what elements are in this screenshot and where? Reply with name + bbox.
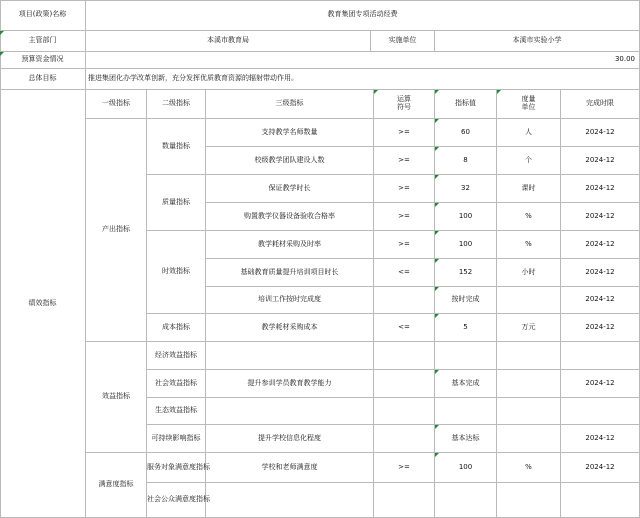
target-value-cell[interactable] — [435, 119, 497, 147]
deadline-cell-text: 2024-12 — [585, 378, 615, 387]
unit-cell[interactable] — [497, 370, 561, 398]
target-value-cell[interactable] — [435, 453, 497, 483]
indicator-name-text: 校级教学团队建设人数 — [254, 155, 325, 164]
comment-marker — [435, 231, 439, 235]
indicator-name-text: 培训工作按时完成度 — [258, 295, 321, 304]
subgroup-service-obj: 服务对象满意度指标 — [147, 453, 206, 483]
comment-marker — [435, 425, 439, 429]
operator-cell[interactable] — [374, 314, 435, 342]
indicator-name[interactable] — [206, 231, 374, 259]
budget-label-text: 预算资金情况 — [21, 55, 64, 64]
deadline-cell[interactable] — [561, 259, 640, 287]
deadline-cell[interactable] — [561, 147, 640, 175]
target-value-cell-text: 100 — [458, 239, 473, 248]
target-value-cell-text: 8 — [463, 155, 468, 164]
dept-label-text: 主管部门 — [28, 36, 57, 45]
operator-cell[interactable] — [374, 342, 435, 370]
indicator-name-text: 基础教育质量提升培训项目时长 — [240, 267, 339, 276]
dept-label — [0, 31, 86, 52]
indicator-name[interactable] — [206, 342, 374, 370]
indicator-name[interactable] — [206, 370, 374, 398]
indicator-name-text: 学校和老师满意度 — [261, 462, 318, 471]
comment-marker — [435, 119, 439, 123]
target-value-cell[interactable] — [435, 175, 497, 203]
unit-cell-text: 个 — [525, 155, 532, 164]
unit-cell-text: 人 — [525, 127, 532, 136]
indicator-name[interactable] — [206, 175, 374, 203]
comment-marker — [435, 259, 439, 263]
unit-cell-text: % — [525, 211, 532, 220]
comment-marker — [0, 31, 4, 35]
operator-cell[interactable] — [374, 175, 435, 203]
operator-cell-text: >= — [398, 183, 410, 192]
unit-cell-text: 小时 — [521, 267, 536, 276]
indicator-name[interactable] — [206, 203, 374, 231]
deadline-cell[interactable] — [561, 398, 640, 425]
target-value-cell[interactable] — [435, 287, 497, 314]
unit-cell-text: 课时 — [521, 183, 536, 192]
deadline-cell[interactable] — [561, 453, 640, 483]
target-value-cell-text: 32 — [461, 183, 470, 192]
comment-marker — [435, 90, 439, 94]
header-level1: 一级指标 — [86, 90, 147, 119]
comment-marker — [0, 52, 4, 56]
operator-cell-text: >= — [398, 462, 410, 471]
goal-value[interactable]: 推进集团化办学改革创新，充分发挥优质教育资源的辐射带动作用。 — [86, 69, 640, 90]
comment-marker — [435, 453, 439, 457]
deadline-cell-text: 2024-12 — [585, 211, 615, 220]
deadline-cell[interactable] — [561, 203, 640, 231]
comment-marker — [374, 90, 378, 94]
operator-cell[interactable] — [374, 259, 435, 287]
header-target — [435, 90, 497, 119]
subgroup-quantity: 数量指标 — [147, 119, 206, 175]
project-name-label: 项目(政策)名称 — [0, 0, 86, 31]
indicator-name-text: 教学耗材采购及时率 — [258, 239, 321, 248]
unit-cell-text: % — [525, 462, 532, 471]
deadline-cell-text: 2024-12 — [585, 433, 615, 442]
comment-marker — [435, 287, 439, 291]
unit-cell[interactable] — [497, 175, 561, 203]
unit-cell[interactable] — [497, 147, 561, 175]
unit-cell[interactable] — [497, 398, 561, 425]
indicator-name-text: 保证教学时长 — [268, 183, 311, 192]
unit-cell[interactable] — [497, 314, 561, 342]
indicator-name[interactable] — [206, 453, 374, 483]
target-value-cell[interactable] — [435, 370, 497, 398]
target-value-cell[interactable] — [435, 203, 497, 231]
operator-cell[interactable] — [374, 119, 435, 147]
deadline-cell[interactable] — [561, 370, 640, 398]
header-level2: 二级指标 — [147, 90, 206, 119]
operator-cell-text: <= — [398, 322, 410, 331]
operator-cell-text: >= — [398, 155, 410, 164]
target-value-cell-text: 基本完成 — [451, 378, 480, 387]
operator-cell[interactable] — [374, 453, 435, 483]
indicator-name-text: 购置教学仪器设备验收合格率 — [244, 211, 335, 220]
comment-marker — [435, 203, 439, 207]
deadline-cell[interactable] — [561, 314, 640, 342]
operator-cell[interactable] — [374, 147, 435, 175]
header-unit-text: 度量单位 — [521, 95, 536, 111]
indicator-name-text: 提升学校信息化程度 — [258, 433, 321, 442]
unit-cell-text: 万元 — [521, 322, 536, 331]
dept-value[interactable]: 本溪市教育局 — [86, 31, 371, 52]
indicator-name[interactable] — [206, 398, 374, 425]
operator-cell[interactable] — [374, 425, 435, 453]
indicator-name-text: 教学耗材采购成本 — [261, 322, 318, 331]
header-level3: 三级指标 — [206, 90, 374, 119]
subgroup-cost: 成本指标 — [147, 314, 206, 342]
target-value-cell-text: 5 — [463, 322, 468, 331]
deadline-cell[interactable] — [561, 119, 640, 147]
comment-marker — [435, 314, 439, 318]
target-value-cell-text: 基本达标 — [451, 433, 480, 442]
deadline-cell[interactable] — [561, 483, 640, 518]
operator-cell-text: <= — [398, 267, 410, 276]
subgroup-quality: 质量指标 — [147, 175, 206, 231]
unit-cell[interactable] — [497, 425, 561, 453]
header-operator — [374, 90, 435, 119]
unit-cell[interactable] — [497, 231, 561, 259]
deadline-cell[interactable] — [561, 287, 640, 314]
perf-indicators-label: 绩效指标 — [0, 90, 86, 518]
deadline-cell[interactable] — [561, 175, 640, 203]
unit-cell[interactable] — [497, 342, 561, 370]
indicator-name[interactable] — [206, 259, 374, 287]
target-value-cell[interactable] — [435, 147, 497, 175]
unit-cell[interactable] — [497, 259, 561, 287]
subgroup-ecological: 生态效益指标 — [147, 398, 206, 425]
target-value-cell[interactable] — [435, 398, 497, 425]
target-value-cell[interactable] — [435, 231, 497, 259]
comment-marker — [435, 175, 439, 179]
header-operator-text: 运算符号 — [397, 95, 411, 111]
subgroup-economic: 经济效益指标 — [147, 342, 206, 370]
indicator-name[interactable] — [206, 119, 374, 147]
indicator-name[interactable] — [206, 314, 374, 342]
subgroup-sustainable: 可持续影响指标 — [147, 425, 206, 453]
target-value-cell[interactable] — [435, 314, 497, 342]
operator-cell[interactable] — [374, 370, 435, 398]
operator-cell-text: >= — [398, 211, 410, 220]
subgroup-public: 社会公众满意度指标 — [147, 483, 206, 518]
budget-label — [0, 52, 86, 69]
unit-cell[interactable] — [497, 453, 561, 483]
deadline-cell-text: 2024-12 — [585, 295, 615, 304]
deadline-cell-text: 2024-12 — [585, 462, 615, 471]
group-satisfaction: 满意度指标 — [86, 453, 147, 518]
deadline-cell-text: 2024-12 — [585, 322, 615, 331]
deadline-cell-text: 2024-12 — [585, 267, 615, 276]
deadline-cell-text: 2024-12 — [585, 127, 615, 136]
target-value-cell[interactable] — [435, 342, 497, 370]
indicator-name[interactable] — [206, 483, 374, 518]
target-value-cell-text: 152 — [458, 267, 473, 276]
comment-marker — [435, 370, 439, 374]
operator-cell[interactable] — [374, 231, 435, 259]
budget-value[interactable]: 30.00 — [86, 52, 640, 69]
indicator-name[interactable] — [206, 147, 374, 175]
target-value-cell-text: 60 — [461, 127, 470, 136]
target-value-cell[interactable] — [435, 483, 497, 518]
impl-unit-label: 实施单位 — [371, 31, 435, 52]
deadline-cell-text: 2024-12 — [585, 183, 615, 192]
project-name-value[interactable]: 教育集团专项活动经费 — [86, 0, 640, 31]
subgroup-timeliness: 时效指标 — [147, 231, 206, 314]
target-value-cell-text: 按时完成 — [451, 295, 480, 304]
operator-cell[interactable] — [374, 203, 435, 231]
indicator-name[interactable] — [206, 287, 374, 314]
deadline-cell-text: 2024-12 — [585, 239, 615, 248]
header-target-text: 指标值 — [455, 99, 476, 108]
unit-cell[interactable] — [497, 287, 561, 314]
operator-cell-text: >= — [398, 127, 410, 136]
deadline-cell[interactable] — [561, 231, 640, 259]
header-deadline: 完成时限 — [561, 90, 640, 119]
unit-cell[interactable] — [497, 119, 561, 147]
unit-cell[interactable] — [497, 203, 561, 231]
unit-cell[interactable] — [497, 483, 561, 518]
operator-cell-text: >= — [398, 239, 410, 248]
target-value-cell[interactable] — [435, 259, 497, 287]
operator-cell[interactable] — [374, 483, 435, 518]
impl-unit-value[interactable]: 本溪市实验小学 — [435, 31, 640, 52]
operator-cell[interactable] — [374, 398, 435, 425]
group-benefit: 效益指标 — [86, 342, 147, 453]
indicator-name[interactable] — [206, 425, 374, 453]
header-unit — [497, 90, 561, 119]
target-value-cell-text: 100 — [458, 211, 473, 220]
indicator-name-text: 支持教学名师数量 — [261, 127, 318, 136]
unit-cell-text: % — [525, 239, 532, 248]
deadline-cell-text: 2024-12 — [585, 155, 615, 164]
subgroup-social: 社会效益指标 — [147, 370, 206, 398]
deadline-cell[interactable] — [561, 342, 640, 370]
deadline-cell[interactable] — [561, 425, 640, 453]
comment-marker — [497, 90, 501, 94]
group-output: 产出指标 — [86, 119, 147, 342]
operator-cell[interactable] — [374, 287, 435, 314]
target-value-cell[interactable] — [435, 425, 497, 453]
indicator-name-text: 提升参训学员教育教学能力 — [247, 378, 332, 387]
target-value-cell-text: 100 — [458, 462, 473, 471]
comment-marker — [435, 147, 439, 151]
goal-label: 总体目标 — [0, 69, 86, 90]
